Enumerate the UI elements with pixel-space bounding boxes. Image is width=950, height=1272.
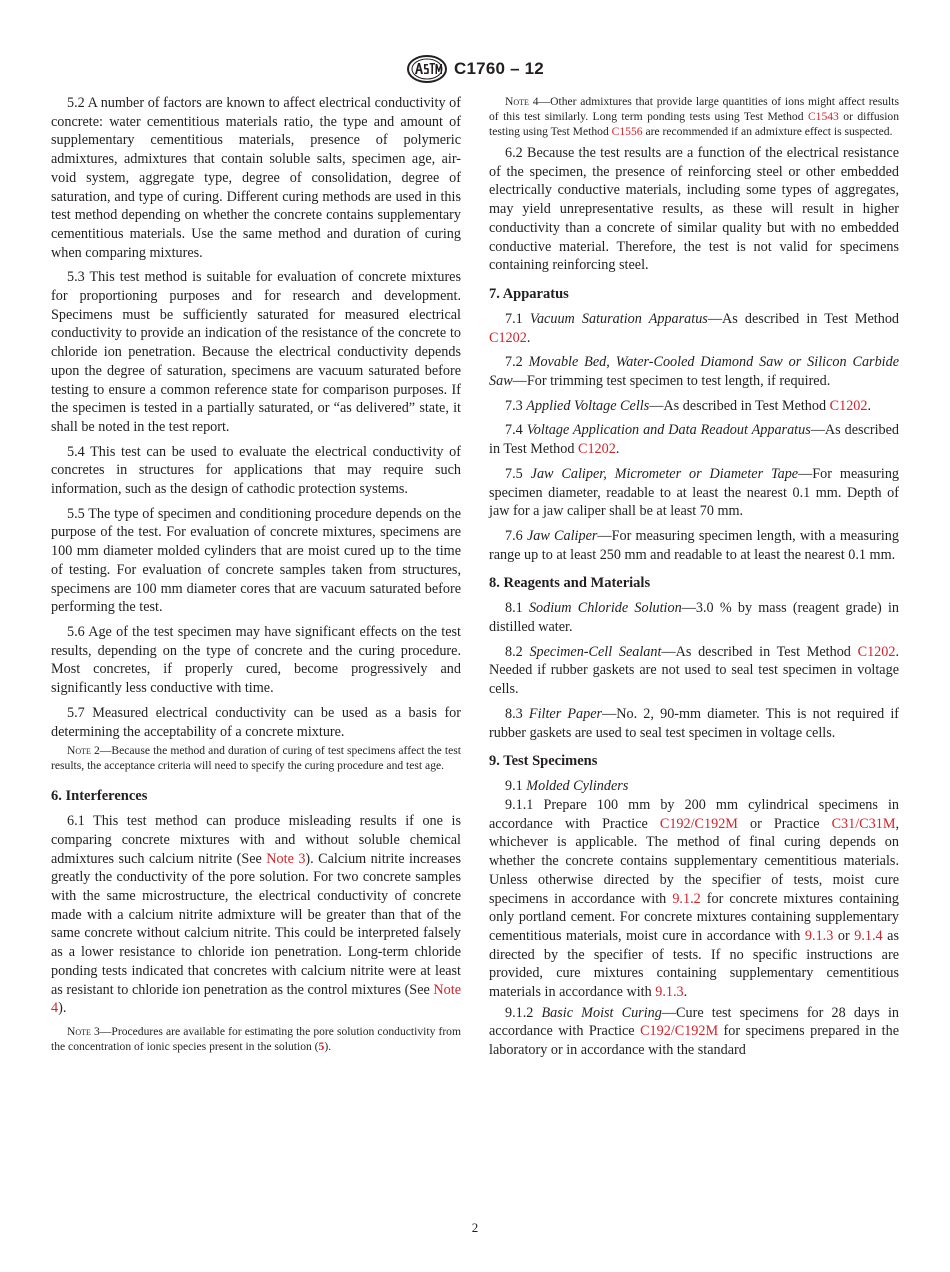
para-9-1-1 — [489, 796, 899, 1002]
para-8-3-num: 8.3 — [505, 705, 529, 722]
right-column — [489, 94, 899, 1066]
para-6-1-text-c: ). — [58, 1000, 67, 1017]
left-column — [51, 94, 461, 1059]
para-7-3-text: —As described in Test Method — [649, 397, 830, 414]
para-7-5 — [489, 465, 899, 521]
c1202-link[interactable]: C1202 — [857, 643, 896, 660]
para-8-3 — [489, 705, 899, 742]
para-8-3-title: Filter Paper — [528, 705, 603, 722]
para-8-1-title: Sodium Chloride Solution — [528, 600, 682, 617]
para-7-4 — [489, 421, 899, 458]
para-9-1-1-text-g: . — [683, 984, 688, 1001]
note-3-label: Note 3 — [67, 1024, 100, 1038]
para-5-6: 5.6 Age of the test specimen may have significant effects on the test results, depending on the type of concrete and the curing procedure. Most concretes, if properly cured, become progressively and significantly less conductive with time. — [51, 623, 461, 697]
para-7-4-end: . — [615, 441, 620, 458]
standard-designation: C1760 – 12 — [454, 59, 544, 78]
para-7-1-num: 7.1 — [505, 310, 530, 327]
para-9-1-1-text-f: as directed by the specifier of tests. If no specific instructions are provided, cure mixtures containing supplementary cementitious materials in accordance with — [489, 927, 899, 1001]
page-number: 2 — [471, 1220, 479, 1235]
para-7-5-num: 7.5 — [505, 465, 531, 482]
para-9-1-num: 9.1 — [505, 778, 527, 795]
para-7-3-num: 7.3 — [505, 397, 527, 414]
para-6-2: 6.2 Because the test results are a function of the electrical resistance of the specimen, the presence of reinforcing steel or other embedded electrically conductive materials, including some types of aggregates, may yield unrepresentative results, as these will result in higher conductivity than a concrete of similar quality but with no embedded conductive material. Therefore, the test is not valid for specimens containing reinforcing steel. — [489, 145, 899, 274]
section-6-heading: 6. Interferences — [51, 788, 148, 805]
para-9-1-2-text-a: —Cure test specimens for 28 days in accordance with Practice — [489, 1004, 900, 1040]
para-5-2: 5.2 A number of factors are known to affect electrical conductivity of concrete: water cementitious materials ratio, the type and amount of supplementary cementitious materials, presence of polymeric admixtures, admixtures that contain soluble salts, specimen age, air-void system, aggregate type, degree of consolidation, degree of saturation, and type of curing. Different curing methods are used in this test method depending on whether the concrete contains supplementary cementitious materials. Use the same method and duration of curing when comparing mixtures. — [51, 95, 461, 261]
section-9-heading: 9. Test Specimens — [489, 753, 598, 770]
c1202-link[interactable]: C1202 — [578, 441, 616, 458]
para-8-2 — [489, 643, 899, 699]
para-7-6-num: 7.6 — [505, 527, 527, 544]
para-9-1-1-text-a: 9.1.1 Prepare 100 mm by 200 mm cylindrical specimens in accordance with Practice — [489, 796, 899, 832]
para-7-5-text: —For measuring specimen diameter, readable to at least the nearest 0.1 mm. Depth of jaw for a jaw caliper shall be at least 70 mm. — [489, 465, 900, 520]
note-2 — [51, 743, 461, 773]
note-4-text-c: are recommended if an admixture effect is suspected. — [642, 125, 893, 138]
para-7-2-title: Movable Bed, Water-Cooled Diamond Saw or Silicon Carbide Saw — [489, 354, 899, 390]
para-7-6-text: —For measuring specimen length, with a measuring range up to at least 250 mm and readable to at least the nearest 0.1 mm. — [489, 527, 899, 563]
note-4-label: Note 4 — [505, 95, 539, 108]
para-7-1-title: Vacuum Saturation Apparatus — [529, 310, 708, 327]
section-9-1-4-link[interactable]: 9.1.4 — [854, 927, 883, 944]
para-8-2-text-b: . Needed if rubber gaskets are not used to seal test specimen in voltage cells. — [489, 643, 899, 698]
c1202-link[interactable]: C1202 — [829, 397, 868, 414]
para-9-1-1-text-b: or Practice — [737, 815, 832, 832]
para-8-1-text: —3.0 % by mass (reagent grade) in distilled water. — [489, 600, 899, 636]
para-6-1-text-b: ). Calcium nitrite increases greatly the conductivity of the pore solution. For two concrete samples with the same microstructure, the electrical conductivity of concrete made with a calcium nitrite admixture will be greater than that of the same concrete without calcium nitrite. This could be interpreted falsely as a lower resistance to chloride ion penetration. Long-term chloride ponding tests indicated that concretes with calcium nitrite were at least as resistant to chloride ion penetration as the control mixtures (See — [51, 850, 461, 998]
para-9-1 — [489, 777, 899, 796]
note-2-text: —Because the method and duration of curing of test specimens affect the test results, the acceptance criteria will need to specify the curing procedure and test age. — [51, 744, 461, 773]
note-3-link[interactable]: Note 3 — [266, 850, 306, 867]
note-3-end: ). — [324, 1039, 332, 1053]
c31-link[interactable]: C31/C31M — [831, 815, 896, 832]
para-7-6-title: Jaw Caliper — [526, 527, 598, 544]
para-6-1-text-a: 6.1 This test method can produce misleading results if one is comparing concrete mixtures with and without soluble chemical admixtures such calcium nitrite (See — [51, 813, 461, 867]
note-3 — [51, 1024, 461, 1054]
para-9-1-1-text-e: or — [833, 927, 855, 944]
section-9-1-3-link[interactable]: 9.1.3 — [655, 984, 684, 1001]
note-4-text-a: —Other admixtures that provide large quantities of ions might affect results of this test similarly. Long term ponding tests using Test Method — [489, 95, 900, 123]
astm-logo-icon — [406, 54, 448, 84]
c1556-link[interactable]: C1556 — [611, 125, 643, 138]
section-8-heading: 8. Reagents and Materials — [489, 575, 651, 592]
para-9-1-title: Molded Cylinders — [526, 778, 629, 795]
c192-link[interactable]: C192/C192M — [640, 1023, 719, 1040]
para-7-4-title: Voltage Application and Data Readout Apparatus — [526, 422, 811, 439]
para-7-1-end: . — [526, 329, 531, 346]
para-9-1-1-text-c: , whichever is applicable. The method of final curing depends on whether the concrete contains supplementary cementitious materials. Unless otherwise directed by the specifier of tests, moist cure specimens in accordance with — [489, 815, 899, 907]
para-7-5-title: Jaw Caliper, Micrometer or Diameter Tape — [530, 465, 799, 482]
para-8-2-text-a: —As described in Test Method — [661, 643, 858, 660]
note-2-label: Note 2 — [67, 744, 100, 758]
section-9-1-2-link[interactable]: 9.1.2 — [672, 890, 701, 907]
note-4 — [489, 94, 899, 139]
para-9-1-2-title: Basic Moist Curing — [541, 1004, 662, 1021]
para-7-3 — [489, 397, 899, 416]
para-5-7: 5.7 Measured electrical conductivity can be used as a basis for determining the acceptability of a concrete mixture. — [51, 704, 461, 740]
para-7-2-num: 7.2 — [505, 354, 529, 371]
para-7-2-text: —For trimming test specimen to test length, if required. — [512, 373, 831, 390]
para-7-1-text: —As described in Test Method — [707, 310, 900, 327]
para-6-1 — [51, 812, 461, 1018]
para-7-3-title: Applied Voltage Cells — [526, 397, 650, 414]
para-7-4-num: 7.4 — [505, 422, 527, 439]
note-4-text-b: or diffusion testing using Test Method — [489, 110, 900, 138]
reference-5-link[interactable]: 5 — [318, 1039, 325, 1053]
para-7-1 — [489, 310, 899, 347]
note-4-link[interactable]: Note 4 — [51, 981, 461, 1017]
para-8-1 — [489, 599, 899, 636]
para-9-1-2 — [489, 1004, 899, 1060]
note-3-text: —Procedures are available for estimating the pore solution conductivity from the concentration of ionic species present in the solution ( — [51, 1024, 461, 1053]
para-8-3-text: —No. 2, 90-mm diameter. This is not required if rubber gaskets are used to seal test specimen in voltage cells. — [489, 705, 899, 741]
para-7-6 — [489, 527, 899, 564]
para-7-4-text: —As described in Test Method — [489, 422, 899, 458]
para-9-1-2-text-b: for specimens prepared in the laboratory or in accordance with the standard — [489, 1023, 899, 1059]
para-7-3-end: . — [867, 397, 872, 414]
para-8-2-title: Specimen-Cell Sealant — [529, 643, 662, 660]
para-5-5: 5.5 The type of specimen and conditioning procedure depends on the purpose of the test. For evaluation of concrete mixtures, specimens are 100 mm diameter molded cylinders that are moist cured up to the time of testing. For evaluation of concrete samples taken from structures, specimens are 100 mm diameter cores that are vacuum saturated before performing the test. — [51, 505, 461, 616]
c1543-link[interactable]: C1543 — [807, 110, 839, 123]
para-9-1-2-num: 9.1.2 — [505, 1004, 542, 1021]
para-8-1-num: 8.1 — [505, 600, 529, 617]
para-9-1-1-text-d: for concrete mixtures containing only portland cement. For concrete mixtures containing supplementary cementitious materials, moist cure in accordance with — [489, 890, 899, 944]
para-7-2 — [489, 353, 899, 390]
c1202-link[interactable]: C1202 — [489, 329, 527, 346]
para-5-3: 5.3 This test method is suitable for evaluation of concrete mixtures for proportioning purposes and for research and development. Specimens must be sufficiently saturated for measured electrical conductivity to provide an indication of the resistance of the concrete to chloride ion penetration. Because the electrical conductivity depends upon the degree of saturation, specimens are vacuum saturated before testing to ensure a common reference state for comparison purposes. If the specimen is tested in a partially saturated, or “as delivered” state, it shall be noted in the test report. — [51, 269, 461, 435]
section-7-heading: 7. Apparatus — [489, 285, 569, 302]
para-8-2-num: 8.2 — [505, 643, 530, 660]
para-5-4: 5.4 This test can be used to evaluate the electrical conductivity of concretes in structures for applications that may require such information, such as the design of cathodic protection systems. — [51, 443, 461, 498]
c192-link[interactable]: C192/C192M — [659, 815, 738, 832]
page-header — [0, 52, 950, 86]
section-9-1-3-link[interactable]: 9.1.3 — [804, 927, 834, 944]
